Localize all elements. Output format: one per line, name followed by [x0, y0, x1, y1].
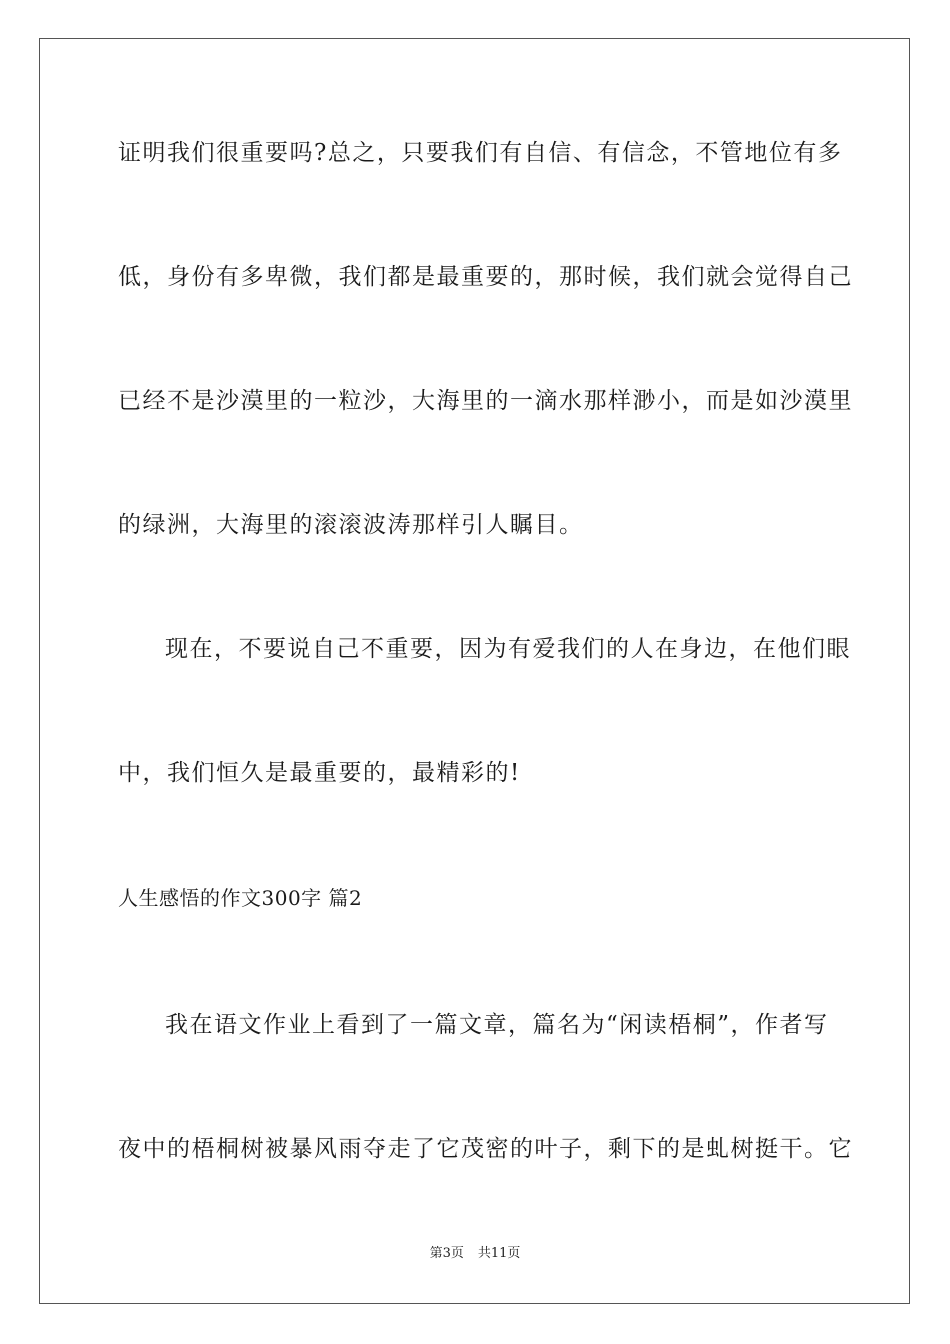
paragraph-line-8: 夜中的梧桐树被暴风雨夺走了它茂密的叶子，剩下的是虬树挺干。它 [118, 1136, 853, 1162]
paragraph-line-2: 低，身份有多卑微，我们都是最重要的，那时候，我们就会觉得自己 [118, 264, 853, 290]
paragraph-line-3: 已经不是沙漠里的一粒沙，大海里的一滴水那样渺小，而是如沙漠里 [118, 388, 853, 414]
page-border [39, 38, 910, 1304]
page-footer [0, 1245, 950, 1263]
paragraph-line-5: 现在，不要说自己不重要，因为有爱我们的人在身边，在他们眼 [165, 636, 851, 662]
page-number: 第3页 [429, 1246, 464, 1261]
paragraph-line-7: 我在语文作业上看到了一篇文章，篇名为“闲读梧桐”，作者写 [165, 1012, 829, 1038]
page-total: 共11页 [477, 1246, 521, 1261]
section-heading: 人生感悟的作文300字 篇2 [118, 886, 363, 910]
paragraph-line-4: 的绿洲，大海里的滚滚波涛那样引人瞩目。 [118, 512, 584, 538]
paragraph-line-1: 证明我们很重要吗?总之，只要我们有自信、有信念，不管地位有多 [118, 140, 843, 166]
paragraph-line-6: 中，我们恒久是最重要的，最精彩的! [118, 760, 521, 786]
